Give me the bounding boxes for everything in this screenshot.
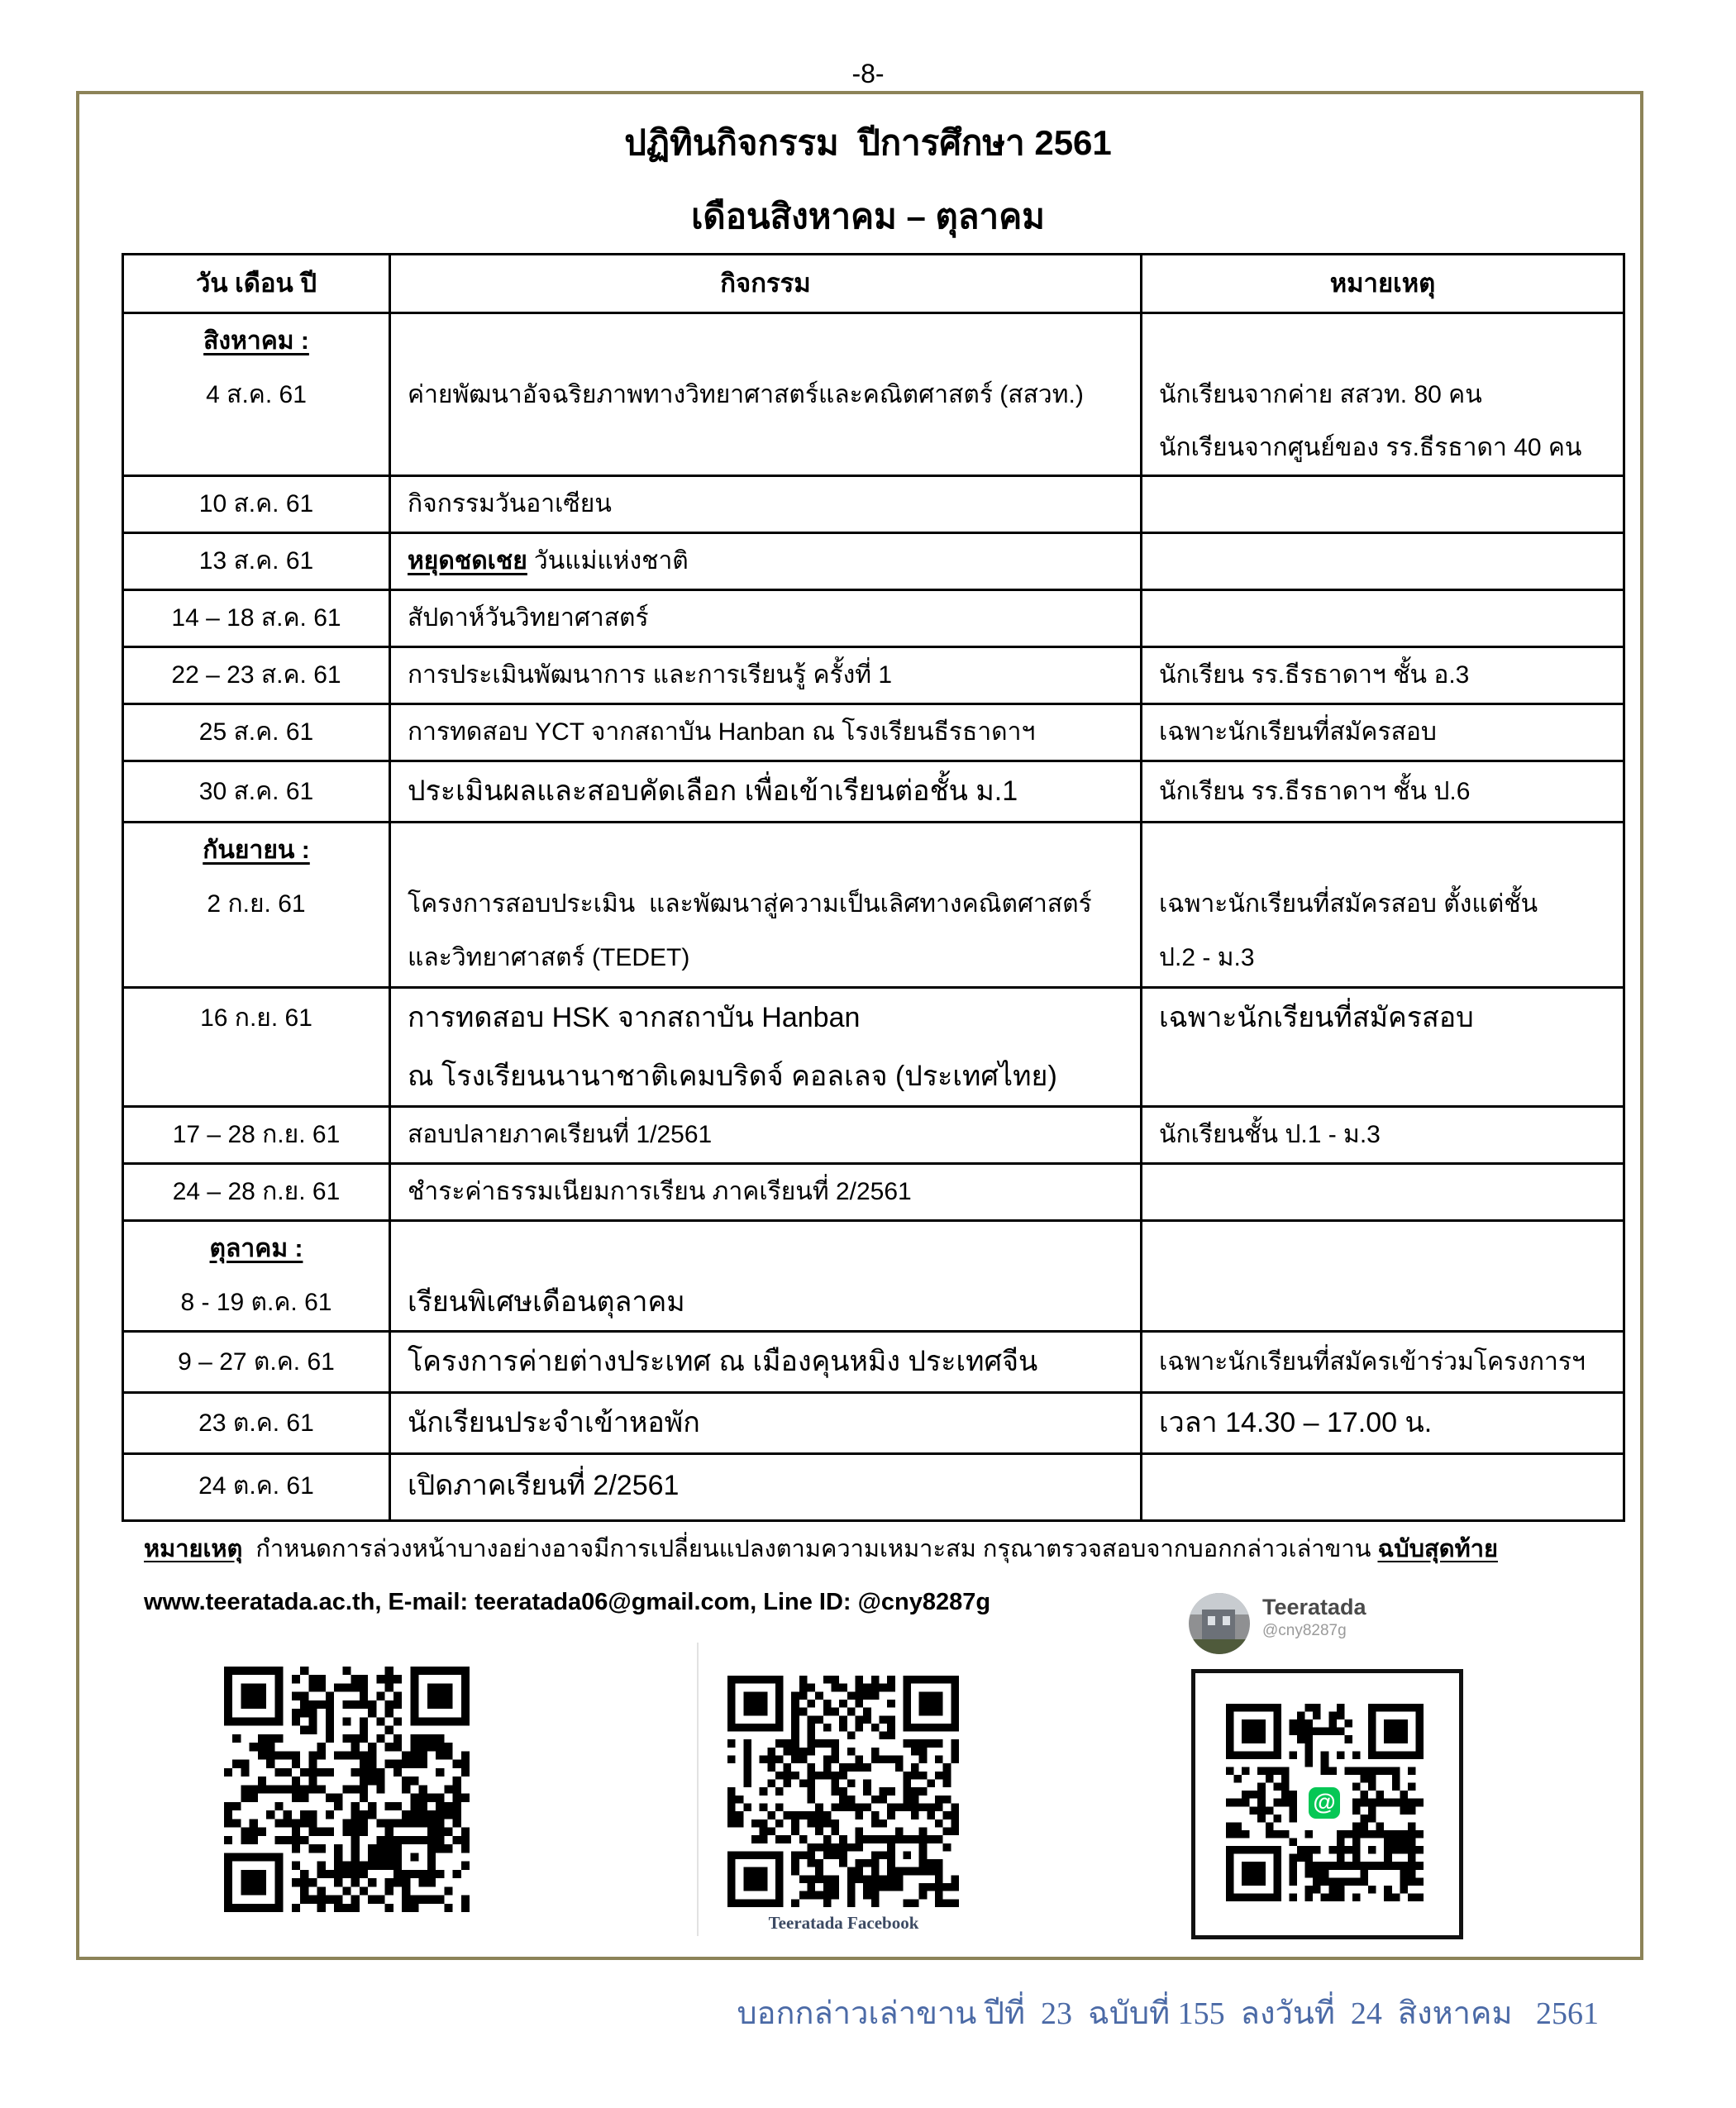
cell-line bbox=[124, 1455, 389, 1517]
date-cell bbox=[124, 1222, 391, 1330]
cell-line bbox=[124, 1108, 389, 1162]
table-row bbox=[124, 534, 1623, 591]
activity-cell bbox=[391, 989, 1142, 1105]
activity-text: และวิทยาศาสตร์ (TEDET) bbox=[408, 944, 690, 971]
activity-emphasis: หยุดชดเชย bbox=[408, 547, 527, 575]
footnote bbox=[144, 1531, 1498, 1567]
cell-line bbox=[1159, 591, 1623, 646]
activity-text: นักเรียนประจำเข้าหอพัก bbox=[408, 1407, 700, 1438]
cell-line bbox=[408, 1108, 1140, 1162]
date-text: 13 ส.ค. 61 bbox=[198, 547, 314, 575]
qr-modules bbox=[224, 1667, 470, 1912]
note-cell bbox=[1142, 1108, 1623, 1162]
note-cell bbox=[1142, 1455, 1623, 1519]
note-cell bbox=[1142, 648, 1623, 703]
activity-text: สอบปลายภาคเรียนที่ 1/2561 bbox=[408, 1121, 713, 1148]
table-row bbox=[124, 762, 1623, 823]
note-cell bbox=[1142, 534, 1623, 589]
table-row bbox=[124, 477, 1623, 534]
activity-cell bbox=[391, 477, 1142, 532]
cell-line bbox=[1159, 762, 1623, 821]
activity-text: สัปดาห์วันวิทยาศาสตร์ bbox=[408, 604, 649, 632]
footnote-emphasis: ฉบับสุดท้าย bbox=[1377, 1536, 1498, 1562]
note-text: นักเรียน รร.ธีรธาดาฯ ชั้น อ.3 bbox=[1159, 661, 1470, 689]
activity-cell bbox=[391, 1222, 1142, 1330]
cell-line bbox=[124, 648, 389, 703]
schedule-table bbox=[122, 253, 1625, 1522]
activity-cell bbox=[391, 1394, 1142, 1452]
date-cell bbox=[124, 823, 391, 986]
month-label: สิงหาคม : bbox=[203, 327, 309, 355]
activity-cell bbox=[391, 1165, 1142, 1219]
note-text: เฉพาะนักเรียนที่สมัครเข้าร่วมโครงการฯ bbox=[1159, 1348, 1586, 1376]
facebook-qr-caption: Teeratada Facebook bbox=[768, 1913, 919, 1933]
activity-cell bbox=[391, 648, 1142, 703]
date-cell bbox=[124, 591, 391, 646]
date-cell bbox=[124, 534, 391, 589]
note-cell bbox=[1142, 1394, 1623, 1452]
date-cell bbox=[124, 1333, 391, 1391]
cell-line bbox=[408, 591, 1140, 646]
cell-line bbox=[124, 1222, 389, 1276]
cell-line bbox=[1159, 823, 1623, 877]
date-text: 30 ส.ค. 61 bbox=[198, 778, 314, 805]
activity-cell bbox=[391, 1333, 1142, 1391]
footnote-text: กำหนดการล่วงหน้าบางอย่างอาจมีการเปลี่ยนแปลงตามความเหมาะสม กรุณาตรวจสอบจากบอกกล่าวเล่าขาน bbox=[255, 1536, 1371, 1562]
cell-line bbox=[1159, 1455, 1623, 1517]
date-cell bbox=[124, 1394, 391, 1452]
date-text: 24 – 28 ก.ย. 61 bbox=[172, 1178, 341, 1205]
cell-line bbox=[1159, 421, 1623, 475]
activity-text: เรียนพิเศษเดือนตุลาคม bbox=[408, 1286, 685, 1318]
note-cell bbox=[1142, 705, 1623, 760]
note-text: นักเรียนจากค่าย สสวท. 80 คน bbox=[1159, 380, 1482, 408]
activity-text: โครงการค่ายต่างประเทศ ณ เมืองคุนหมิง ประเทศจีน bbox=[408, 1346, 1038, 1377]
note-cell bbox=[1142, 989, 1623, 1105]
month-group-row bbox=[124, 314, 1623, 477]
contact-line: www.teeratada.ac.th, E-mail: teeratada06@gmail.com, Line ID: @cny8287g bbox=[144, 1589, 991, 1615]
cell-line bbox=[408, 1455, 1140, 1517]
qr-code-facebook bbox=[727, 1676, 959, 1907]
cell-line bbox=[1159, 705, 1623, 760]
cell-line bbox=[1159, 989, 1623, 1047]
date-cell bbox=[124, 314, 391, 475]
date-cell bbox=[124, 1165, 391, 1219]
cell-line bbox=[408, 1276, 1140, 1329]
note-cell bbox=[1142, 591, 1623, 646]
date-text: 16 ก.ย. 61 bbox=[200, 1004, 312, 1032]
month-label: ตุลาคม : bbox=[209, 1235, 303, 1262]
cell-line bbox=[1159, 314, 1623, 368]
header-cell-date: วัน เดือน ปี bbox=[124, 255, 391, 312]
table-row bbox=[124, 1394, 1623, 1455]
avatar-ground bbox=[1189, 1639, 1250, 1654]
cell-line bbox=[124, 1165, 389, 1219]
date-text: 25 ส.ค. 61 bbox=[198, 718, 314, 746]
cell-line bbox=[124, 477, 389, 532]
cell-line bbox=[408, 314, 1140, 368]
activity-text: วันแม่แห่งชาติ bbox=[533, 547, 689, 575]
cell-line bbox=[124, 534, 389, 589]
activity-text: ณ โรงเรียนนานาชาติเคมบริดจ์ คอลเลจ (ประเทศไทย) bbox=[408, 1060, 1057, 1092]
activity-text: การทดสอบ YCT จากสถาบัน Hanban ณ โรงเรียนธีรธาดาฯ bbox=[408, 718, 1036, 746]
activity-cell bbox=[391, 705, 1142, 760]
cell-line bbox=[408, 762, 1140, 821]
table-row bbox=[124, 705, 1623, 762]
cell-line bbox=[124, 1394, 389, 1452]
profile-avatar bbox=[1189, 1593, 1250, 1654]
footnote-label: หมายเหตุ bbox=[144, 1536, 243, 1562]
note-text: เฉพาะนักเรียนที่สมัครสอบ ตั้งแต่ชั้น bbox=[1159, 890, 1538, 918]
cell-line bbox=[1159, 1047, 1623, 1106]
cell-line bbox=[124, 762, 389, 821]
note-text: เฉพาะนักเรียนที่สมัครสอบ bbox=[1159, 718, 1437, 746]
cell-line bbox=[1159, 1165, 1623, 1219]
qr-code-website bbox=[224, 1667, 470, 1912]
avatar-window bbox=[1223, 1616, 1230, 1625]
cell-line bbox=[1159, 1276, 1623, 1329]
activity-text: ค่ายพัฒนาอัจฉริยภาพทางวิทยาศาสตร์และคณิตศาสตร์ (สสวท.) bbox=[408, 380, 1084, 408]
cell-line bbox=[408, 823, 1140, 877]
newsletter-footer: บอกกล่าวเล่าขาน ปีที่ 23 ฉบับที่ 155 ลงวันที่ 24 สิงหาคม 2561 bbox=[737, 1996, 1599, 2031]
activity-cell bbox=[391, 1108, 1142, 1162]
cell-line bbox=[124, 989, 389, 1047]
cell-line bbox=[124, 314, 389, 368]
activity-cell bbox=[391, 591, 1142, 646]
activity-text: กิจกรรมวันอาเซียน bbox=[408, 490, 612, 517]
table-row bbox=[124, 1333, 1623, 1394]
note-cell bbox=[1142, 477, 1623, 532]
cell-line bbox=[124, 1276, 389, 1329]
cell-line bbox=[408, 1222, 1140, 1276]
note-cell bbox=[1142, 314, 1623, 475]
table-row bbox=[124, 1455, 1623, 1519]
date-text: 22 – 23 ส.ค. 61 bbox=[171, 661, 341, 689]
header-cell-activity: กิจกรรม bbox=[391, 255, 1142, 312]
cell-line bbox=[408, 368, 1140, 422]
note-text: นักเรียนจากศูนย์ของ รร.ธีรธาดา 40 คน bbox=[1159, 434, 1582, 462]
cell-line bbox=[1159, 931, 1623, 985]
cell-line bbox=[124, 705, 389, 760]
note-text: เวลา 14.30 – 17.00 น. bbox=[1159, 1407, 1433, 1438]
table-row bbox=[124, 591, 1623, 648]
cell-line bbox=[408, 1394, 1140, 1452]
line-profile-name: Teeratada bbox=[1262, 1595, 1366, 1619]
activity-text: ประเมินผลและสอบคัดเลือก เพื่อเข้าเรียนต่อชั้น ม.1 bbox=[408, 775, 1018, 807]
activity-cell bbox=[391, 1455, 1142, 1519]
table-row bbox=[124, 1108, 1623, 1165]
line-at-icon: @ bbox=[1309, 1787, 1340, 1819]
note-cell bbox=[1142, 1222, 1623, 1330]
activity-cell bbox=[391, 314, 1142, 475]
cell-line bbox=[408, 1165, 1140, 1219]
cell-line bbox=[1159, 648, 1623, 703]
note-text: นักเรียนชั้น ป.1 - ม.3 bbox=[1159, 1121, 1381, 1148]
date-text: 14 – 18 ส.ค. 61 bbox=[171, 604, 341, 632]
cell-line bbox=[408, 705, 1140, 760]
line-profile-id: @cny8287g bbox=[1262, 1622, 1347, 1639]
date-text: 4 ส.ค. 61 bbox=[206, 380, 307, 408]
date-cell bbox=[124, 989, 391, 1105]
activity-text: การทดสอบ HSK จากสถาบัน Hanban bbox=[408, 1002, 861, 1033]
note-text: นักเรียน รร.ธีรธาดาฯ ชั้น ป.6 bbox=[1159, 778, 1471, 805]
cell-line bbox=[124, 368, 389, 422]
qr-modules bbox=[727, 1676, 959, 1907]
date-cell bbox=[124, 1455, 391, 1519]
cell-line bbox=[1159, 1222, 1623, 1276]
page-subtitle: เดือนสิงหาคม – ตุลาคม bbox=[691, 197, 1045, 236]
activity-text: การประเมินพัฒนาการ และการเรียนรู้ ครั้งที่ 1 bbox=[408, 661, 893, 689]
note-cell bbox=[1142, 762, 1623, 821]
cell-line bbox=[408, 477, 1140, 532]
date-cell bbox=[124, 1108, 391, 1162]
cell-line bbox=[1159, 1108, 1623, 1162]
date-cell bbox=[124, 477, 391, 532]
cell-line bbox=[124, 1333, 389, 1391]
activity-text: เปิดภาคเรียนที่ 2/2561 bbox=[408, 1470, 680, 1501]
cell-line bbox=[408, 1047, 1140, 1106]
cell-line bbox=[124, 591, 389, 646]
cell-line bbox=[1159, 534, 1623, 589]
cell-line bbox=[408, 877, 1140, 931]
cell-line bbox=[1159, 1333, 1623, 1391]
page-number: -8- bbox=[851, 59, 885, 88]
cell-line bbox=[1159, 368, 1623, 422]
avatar-building bbox=[1202, 1610, 1235, 1641]
cell-line bbox=[1159, 477, 1623, 532]
activity-text: โครงการสอบประเมิน และพัฒนาสู่ความเป็นเลิศทางคณิตศาสตร์ bbox=[408, 890, 1092, 918]
avatar-window bbox=[1208, 1616, 1215, 1625]
note-text: ป.2 - ม.3 bbox=[1159, 944, 1255, 971]
date-cell bbox=[124, 648, 391, 703]
table-body bbox=[124, 314, 1623, 1519]
date-text: 2 ก.ย. 61 bbox=[207, 890, 306, 918]
date-text: 23 ต.ค. 61 bbox=[198, 1409, 314, 1437]
table-header-row bbox=[124, 255, 1623, 314]
date-cell bbox=[124, 705, 391, 760]
cell-line bbox=[124, 931, 389, 985]
date-text: 10 ส.ค. 61 bbox=[198, 490, 314, 517]
activity-cell bbox=[391, 762, 1142, 821]
note-cell bbox=[1142, 1165, 1623, 1219]
date-text: 9 – 27 ต.ค. 61 bbox=[178, 1348, 335, 1376]
cell-line bbox=[408, 989, 1140, 1047]
date-text: 24 ต.ค. 61 bbox=[198, 1472, 314, 1500]
header-cell-note: หมายเหตุ bbox=[1329, 269, 1436, 298]
cell-line bbox=[408, 1333, 1140, 1391]
note-text: เฉพาะนักเรียนที่สมัครสอบ bbox=[1159, 1002, 1474, 1033]
cell-line bbox=[124, 1047, 389, 1106]
cell-line bbox=[408, 931, 1140, 985]
cell-line bbox=[408, 534, 1140, 589]
cell-line bbox=[1159, 877, 1623, 931]
activity-cell bbox=[391, 823, 1142, 986]
date-cell bbox=[124, 762, 391, 821]
cell-line bbox=[124, 877, 389, 931]
note-cell bbox=[1142, 1333, 1623, 1391]
cell-line bbox=[408, 421, 1140, 475]
cell-line bbox=[1159, 1394, 1623, 1452]
table-row bbox=[124, 989, 1623, 1108]
activity-cell bbox=[391, 534, 1142, 589]
cell-line bbox=[124, 421, 389, 475]
table-row bbox=[124, 1165, 1623, 1222]
cell-line bbox=[408, 648, 1140, 703]
month-group-row bbox=[124, 823, 1623, 989]
activity-text: ชำระค่าธรรมเนียมการเรียน ภาคเรียนที่ 2/2561 bbox=[408, 1178, 912, 1205]
note-cell bbox=[1142, 823, 1623, 986]
table-row bbox=[124, 648, 1623, 705]
date-text: 8 - 19 ต.ค. 61 bbox=[180, 1289, 332, 1316]
date-text: 17 – 28 ก.ย. 61 bbox=[172, 1121, 341, 1148]
month-group-row bbox=[124, 1222, 1623, 1333]
month-label: กันยายน : bbox=[203, 837, 310, 864]
page-title: ปฏิทินกิจกรรม ปีการศึกษา 2561 bbox=[624, 123, 1112, 162]
cell-line bbox=[124, 823, 389, 877]
